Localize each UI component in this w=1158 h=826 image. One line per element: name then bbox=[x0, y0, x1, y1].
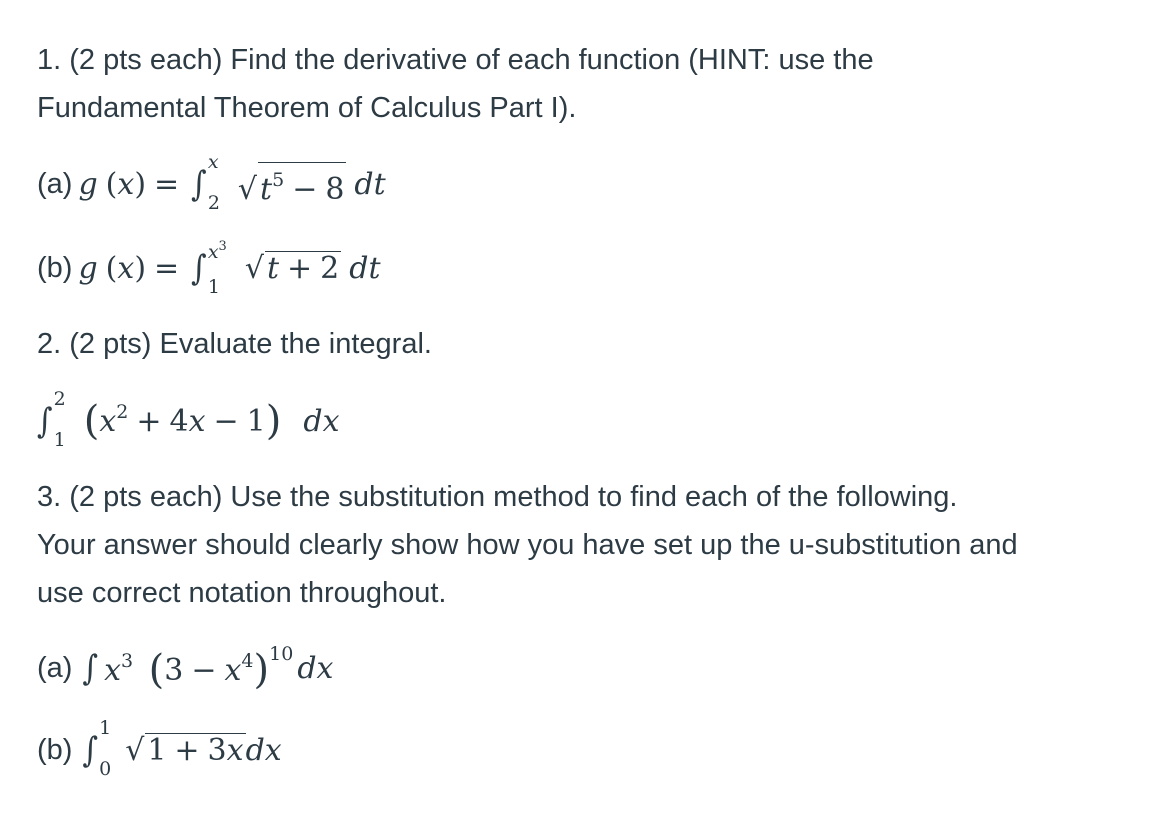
q1b-lhs-g: g bbox=[78, 250, 98, 286]
q3b-upper-limit: 1 bbox=[99, 717, 112, 739]
q3b-sqrt: √ 1 + 3x bbox=[125, 732, 244, 768]
q1b-lower-limit: 1 bbox=[207, 276, 220, 298]
q2-equation bbox=[37, 388, 340, 451]
q1a-lower-limit: 2 bbox=[207, 192, 220, 214]
q1-line1: 1. (2 pts each) Find the derivative of each function (HINT: use the bbox=[37, 44, 874, 76]
q1b-upper-limit: $x^3$ bbox=[207, 239, 227, 263]
q2-lower-limit: 1 bbox=[53, 429, 66, 451]
q3b-label: (b) bbox=[37, 733, 73, 766]
q1b-label: (b) bbox=[37, 251, 73, 284]
q3b-equation bbox=[37, 717, 282, 780]
q3b-integral-sign: ∫ bbox=[82, 729, 99, 771]
q2-line1: 2. (2 pts) Evaluate the integral. bbox=[37, 328, 432, 360]
q3b-lower-limit: 0 bbox=[99, 758, 112, 780]
q1a-equation bbox=[37, 151, 386, 214]
q3-line2: Your answer should clearly show how you have set up the u-substitution and bbox=[37, 529, 1018, 561]
q1b-equals: = bbox=[154, 250, 180, 286]
q3b-differential: dx bbox=[245, 732, 282, 768]
q3-line1: 3. (2 pts each) Use the substitution method to find each of the following. bbox=[37, 481, 958, 513]
q2-integrand: $(x^2 + 4x - 1)$ bbox=[83, 398, 282, 444]
q2-differential: dx bbox=[303, 403, 340, 439]
q1a-upper-limit: x bbox=[207, 151, 219, 173]
q1b-integral-sign: ∫ bbox=[191, 247, 207, 289]
q1a-limits bbox=[207, 151, 220, 214]
q1b-differential: dt bbox=[349, 250, 381, 286]
q1a-sqrt: √ $t^5 - 8$ bbox=[238, 162, 347, 207]
q3a-integrand: $x^3$ $(3 - x^4)^{10}$ bbox=[104, 643, 294, 693]
q1b-equation bbox=[37, 240, 381, 296]
q1b-lhs-arg: (x) bbox=[105, 250, 147, 286]
q1a-equals: = bbox=[154, 166, 180, 202]
q1a-integral-sign: ∫ bbox=[191, 163, 207, 205]
q1a-label: (a) bbox=[37, 167, 73, 200]
q2-limits bbox=[53, 388, 66, 451]
q2-upper-limit: 2 bbox=[53, 388, 66, 410]
q3-line3: use correct notation throughout. bbox=[37, 577, 447, 609]
q1b-limits bbox=[207, 239, 227, 298]
q2-integral-sign: ∫ bbox=[37, 400, 53, 442]
q1a-differential: dt bbox=[354, 166, 386, 202]
q1-line2: Fundamental Theorem of Calculus Part I). bbox=[37, 92, 577, 124]
q3a-label: (a) bbox=[37, 651, 73, 684]
q1a-lhs-g: g bbox=[78, 166, 98, 202]
q1b-sqrt: √ t + 2 bbox=[244, 250, 340, 286]
q3a-differential: dx bbox=[297, 650, 334, 686]
q3b-limits bbox=[99, 717, 112, 780]
q1a-lhs-arg: (x) bbox=[105, 166, 147, 202]
q3a-integral-sign: ∫ bbox=[82, 647, 99, 689]
q3a-equation bbox=[37, 640, 333, 696]
